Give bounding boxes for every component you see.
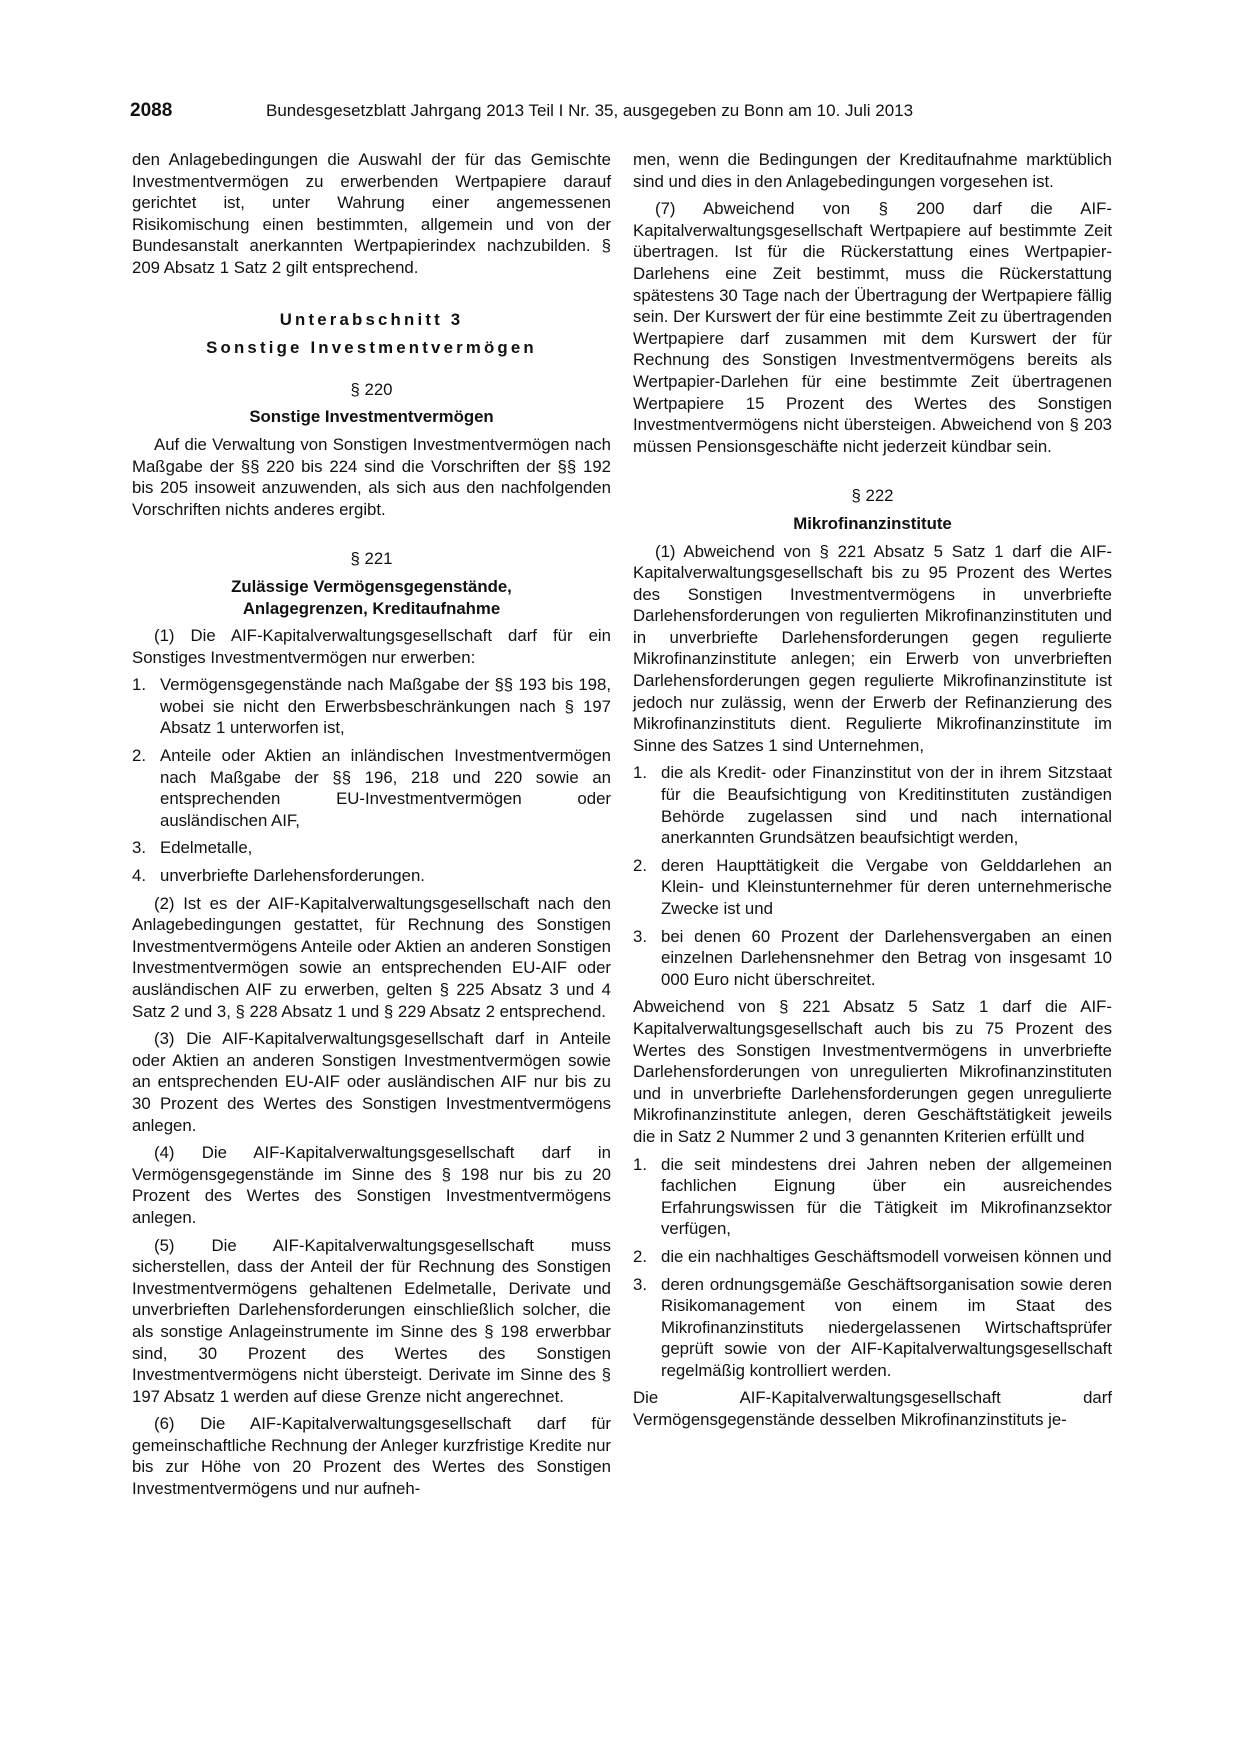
section-222-paragraph-3: Die AIF-Kapitalverwaltungsgesellschaft darf Vermögensgegenstände desselben Mikrofinanzinstituts je- (633, 1388, 1112, 1430)
left-column (132, 149, 611, 1506)
section-221-paragraph-6-continued: men, wenn die Bedingungen der Kreditaufnahme marktüblich sind und dies in den Anlagebedingungen vorgesehen ist. (633, 150, 1112, 191)
section-221-title-line2: Anlagegrenzen, Kreditaufnahme (242, 598, 501, 618)
section-221-paragraph-2: (2) Ist es der AIF-Kapitalverwaltungsgesellschaft nach den Anlagebedingungen gestattet, für Rechnung des Sonstigen Investmentvermögens Anteile oder Aktien an anderen Sonstigen Investmentvermögen sowie an entsprechenden EU-AIF oder ausländischen AIF zu erwerben, gelten § 225 Absatz 3 und 4 Satz 2 und 3, § 228 Absatz 1 und § 229 Absatz 2 entsprechend. (132, 893, 611, 1021)
section-221-item-list (132, 674, 611, 886)
list-item-number: 1. (633, 763, 647, 783)
list-item (132, 837, 611, 859)
list-item-text: Edelmetalle, (160, 838, 253, 858)
section-221-paragraph-6: (6) Die AIF-Kapitalverwaltungsgesellschaft darf für gemeinschaftliche Rechnung der Anleger kurzfristige Kredite nur bis zur Höhe von 20 Prozent des Wertes des Sonstigen Investmentvermögens und nur aufneh- (132, 1414, 611, 1499)
list-item-text: die ein nachhaltiges Geschäftsmodell vorweisen können und (661, 1246, 1112, 1266)
section-222-number: § 222 (851, 486, 894, 506)
list-item (132, 865, 611, 887)
section-221-paragraph-7: (7) Abweichend von § 200 darf die AIF-Kapitalverwaltungsgesellschaft Wertpapiere auf bestimmte Zeit übertragen. Ist für die Rückerstattung eines Wertpapier-Darlehens eine Zeit bestimmt, muss die Rückerstattung spätestens 30 Tage nach der Übertragung der Wertpapiere fällig sein. Der Kurswert der für eine bestimmte Zeit zu übertragenden Wertpapiere darf zusammen mit dem Kurswert der für Rechnung des Sonstigen Investmentvermögens bereits als Wertpapier-Darlehen für eine bestimmte Zeit übertragenen Wertpapiere 15 Prozent des Wertes des Sonstigen Investmentvermögens nicht übersteigen. Abweichend von § 203 müssen Pensionsgeschäfte nicht jederzeit kündbar sein. (633, 199, 1112, 456)
list-item-text: unverbriefte Darlehensforderungen. (160, 866, 425, 886)
publication-line: Bundesgesetzblatt Jahrgang 2013 Teil I Nr. 35, ausgegeben zu Bonn am 10. Juli 2013 (266, 101, 914, 120)
subsection-label: Unterabschnitt 3 (279, 309, 464, 329)
page-number: 2088 (130, 100, 173, 121)
list-item (633, 762, 1112, 848)
list-item-text: deren Haupttätigkeit die Vergabe von Gelddarlehen an Klein- und Kleinstunternehmer für deren unternehmerische Zwecke ist und (661, 855, 1112, 918)
section-220-number: § 220 (350, 379, 393, 399)
list-item-text: bei denen 60 Prozent der Darlehensvergaben an einen einzelnen Darlehensnehmer den Betrag von insgesamt 10 000 Euro nicht überschreitet. (661, 926, 1112, 989)
subsection-title: Sonstige Investmentvermögen (206, 338, 537, 358)
section-221-title-line1: Zulässige Vermögensgegenstände, (231, 576, 512, 596)
section-220-title: Sonstige Investmentvermögen (249, 407, 494, 427)
list-item-number: 3. (633, 1274, 647, 1294)
section-222-criteria-list (633, 762, 1112, 990)
list-item (633, 1154, 1112, 1240)
section-221-paragraph-5: (5) Die AIF-Kapitalverwaltungsgesellschaft muss sicherstellen, dass der Anteil der für Rechnung des Sonstigen Investmentvermögens gehaltenen Edelmetalle, Derivate und unverbrieften Darlehensforderungen einschließlich solcher, die als sonstige Anlageinstrumente im Sinne des § 198 erwerbbar sind, 30 Prozent des Wertes des Sonstigen Investmentvermögens nicht übersteigt. Derivate im Sinne des § 197 Absatz 1 werden auf diese Grenze nicht angerechnet. (132, 1235, 611, 1406)
list-item-number: 3. (633, 926, 647, 946)
list-item-number: 4. (132, 866, 146, 886)
list-item-number: 2. (633, 1246, 647, 1266)
list-item-number: 1. (132, 675, 146, 695)
page-header (130, 100, 1110, 130)
section-221-paragraph-1: (1) Die AIF-Kapitalverwaltungsgesellschaft darf für ein Sonstiges Investmentvermögen nur erwerben: (132, 626, 611, 667)
section-220-text: Auf die Verwaltung von Sonstigen Investmentvermögen nach Maßgabe der §§ 220 bis 224 sind die Vorschriften der §§ 192 bis 205 insoweit anzuwenden, als sich aus den nachfolgenden Vorschriften nichts anderes ergibt. (132, 434, 611, 519)
section-221-paragraph-3: (3) Die AIF-Kapitalverwaltungsgesellschaft darf in Anteile oder Aktien an anderen Sonstigen Investmentvermögen sowie an entsprechenden EU-AIF oder ausländischen AIF nur bis zu 30 Prozent des Wertes des Sonstigen Investmentvermögens anlegen. (132, 1029, 611, 1135)
section-222-requirements-list (633, 1154, 1112, 1382)
section-221-number: § 221 (350, 549, 393, 569)
list-item (132, 745, 611, 831)
section-221-paragraph-4: (4) Die AIF-Kapitalverwaltungsgesellschaft darf in Vermögensgegenstände im Sinne des § 198 nur bis zu 20 Prozent des Wertes des Sonstigen Investmentvermögens anlegen. (132, 1143, 611, 1227)
list-item-number: 2. (132, 746, 146, 766)
right-column (633, 149, 1112, 1437)
section-222-paragraph-1: (1) Abweichend von § 221 Absatz 5 Satz 1 darf die AIF-Kapitalverwaltungsgesellschaft bis zu 95 Prozent des Wertes des Sonstigen Investmentvermögens in unverbriefte Darlehensforderungen von regulierten Mikrofinanzinstituten und in unverbriefte Darlehensforderungen gegen regulierte Mikrofinanzinstitute anlegen; ein Erwerb von unverbrieften Darlehensforderungen gegen regulierte Mikrofinanzinstitute ist jedoch nur zulässig, wenn der Erwerb der Refinanzierung des Mikrofinanzinstituts dient. Regulierte Mikrofinanzinstitute im Sinne des Satzes 1 sind Unternehmen, (633, 541, 1112, 755)
list-item (132, 674, 611, 739)
list-item-number: 1. (633, 1154, 647, 1174)
list-item-text: Anteile oder Aktien an inländischen Investmentvermögen nach Maßgabe der §§ 196, 218 und 220 sowie an entsprechenden EU-Investmentvermögen oder ausländischen AIF, (160, 746, 611, 830)
section-222-title: Mikrofinanzinstitute (793, 513, 952, 533)
section-222-paragraph-2: Abweichend von § 221 Absatz 5 Satz 1 darf die AIF-Kapitalverwaltungsgesellschaft auch bis zu 75 Prozent des Wertes des Sonstigen Investmentvermögens in unverbriefte Darlehensforderungen von unregulierten Mikrofinanzinstituten und in unverbriefte Darlehensforderungen gegen unregulierte Mikrofinanzinstitute anlegen, deren Geschäftstätigkeit jeweils die in Satz 2 Nummer 2 und 3 genannten Kriterien erfüllt und (633, 997, 1112, 1146)
list-item (633, 1274, 1112, 1382)
list-item (633, 1246, 1112, 1268)
list-item-number: 2. (633, 855, 647, 875)
intro-paragraph: den Anlagebedingungen die Auswahl der für das Gemischte Investmentvermögen zu erwerbenden Wertpapiere darauf gerichtet ist, unter Wahrung einer angemessenen Risikomischung einen bestimmten, allgemein und von der Bundesanstalt anerkannten Wertpapierindex nachzubilden. § 209 Absatz 1 Satz 2 gilt entsprechend. (132, 150, 611, 277)
list-item-text: die als Kredit- oder Finanzinstitut von der in ihrem Sitzstaat für die Beaufsichtigung von Kreditinstituten zuständigen Behörde zugelassen sind und nach international anerkannten Grundsätzen beaufsichtigt werden, (661, 763, 1112, 848)
list-item (633, 855, 1112, 920)
list-item (633, 926, 1112, 991)
list-item-text: die seit mindestens drei Jahren neben der allgemeinen fachlichen Eignung über ein ausreichendes Erfahrungswissen für die Tätigkeit im Mikrofinanzsektor verfügen, (661, 1154, 1112, 1239)
list-item-text: deren ordnungsgemäße Geschäftsorganisation sowie deren Risikomanagement von einem im Staat des Mikrofinanzinstituts niedergelassenen Wirtschaftsprüfer geprüft sowie von der AIF-Kapitalverwaltungsgesellschaft regelmäßig kontrolliert werden. (661, 1274, 1112, 1380)
list-item-number: 3. (132, 838, 146, 858)
list-item-text: Vermögensgegenstände nach Maßgabe der §§ 193 bis 198, wobei sie nicht den Erwerbsbeschränkungen nach § 197 Absatz 1 unterworfen ist, (160, 675, 611, 738)
